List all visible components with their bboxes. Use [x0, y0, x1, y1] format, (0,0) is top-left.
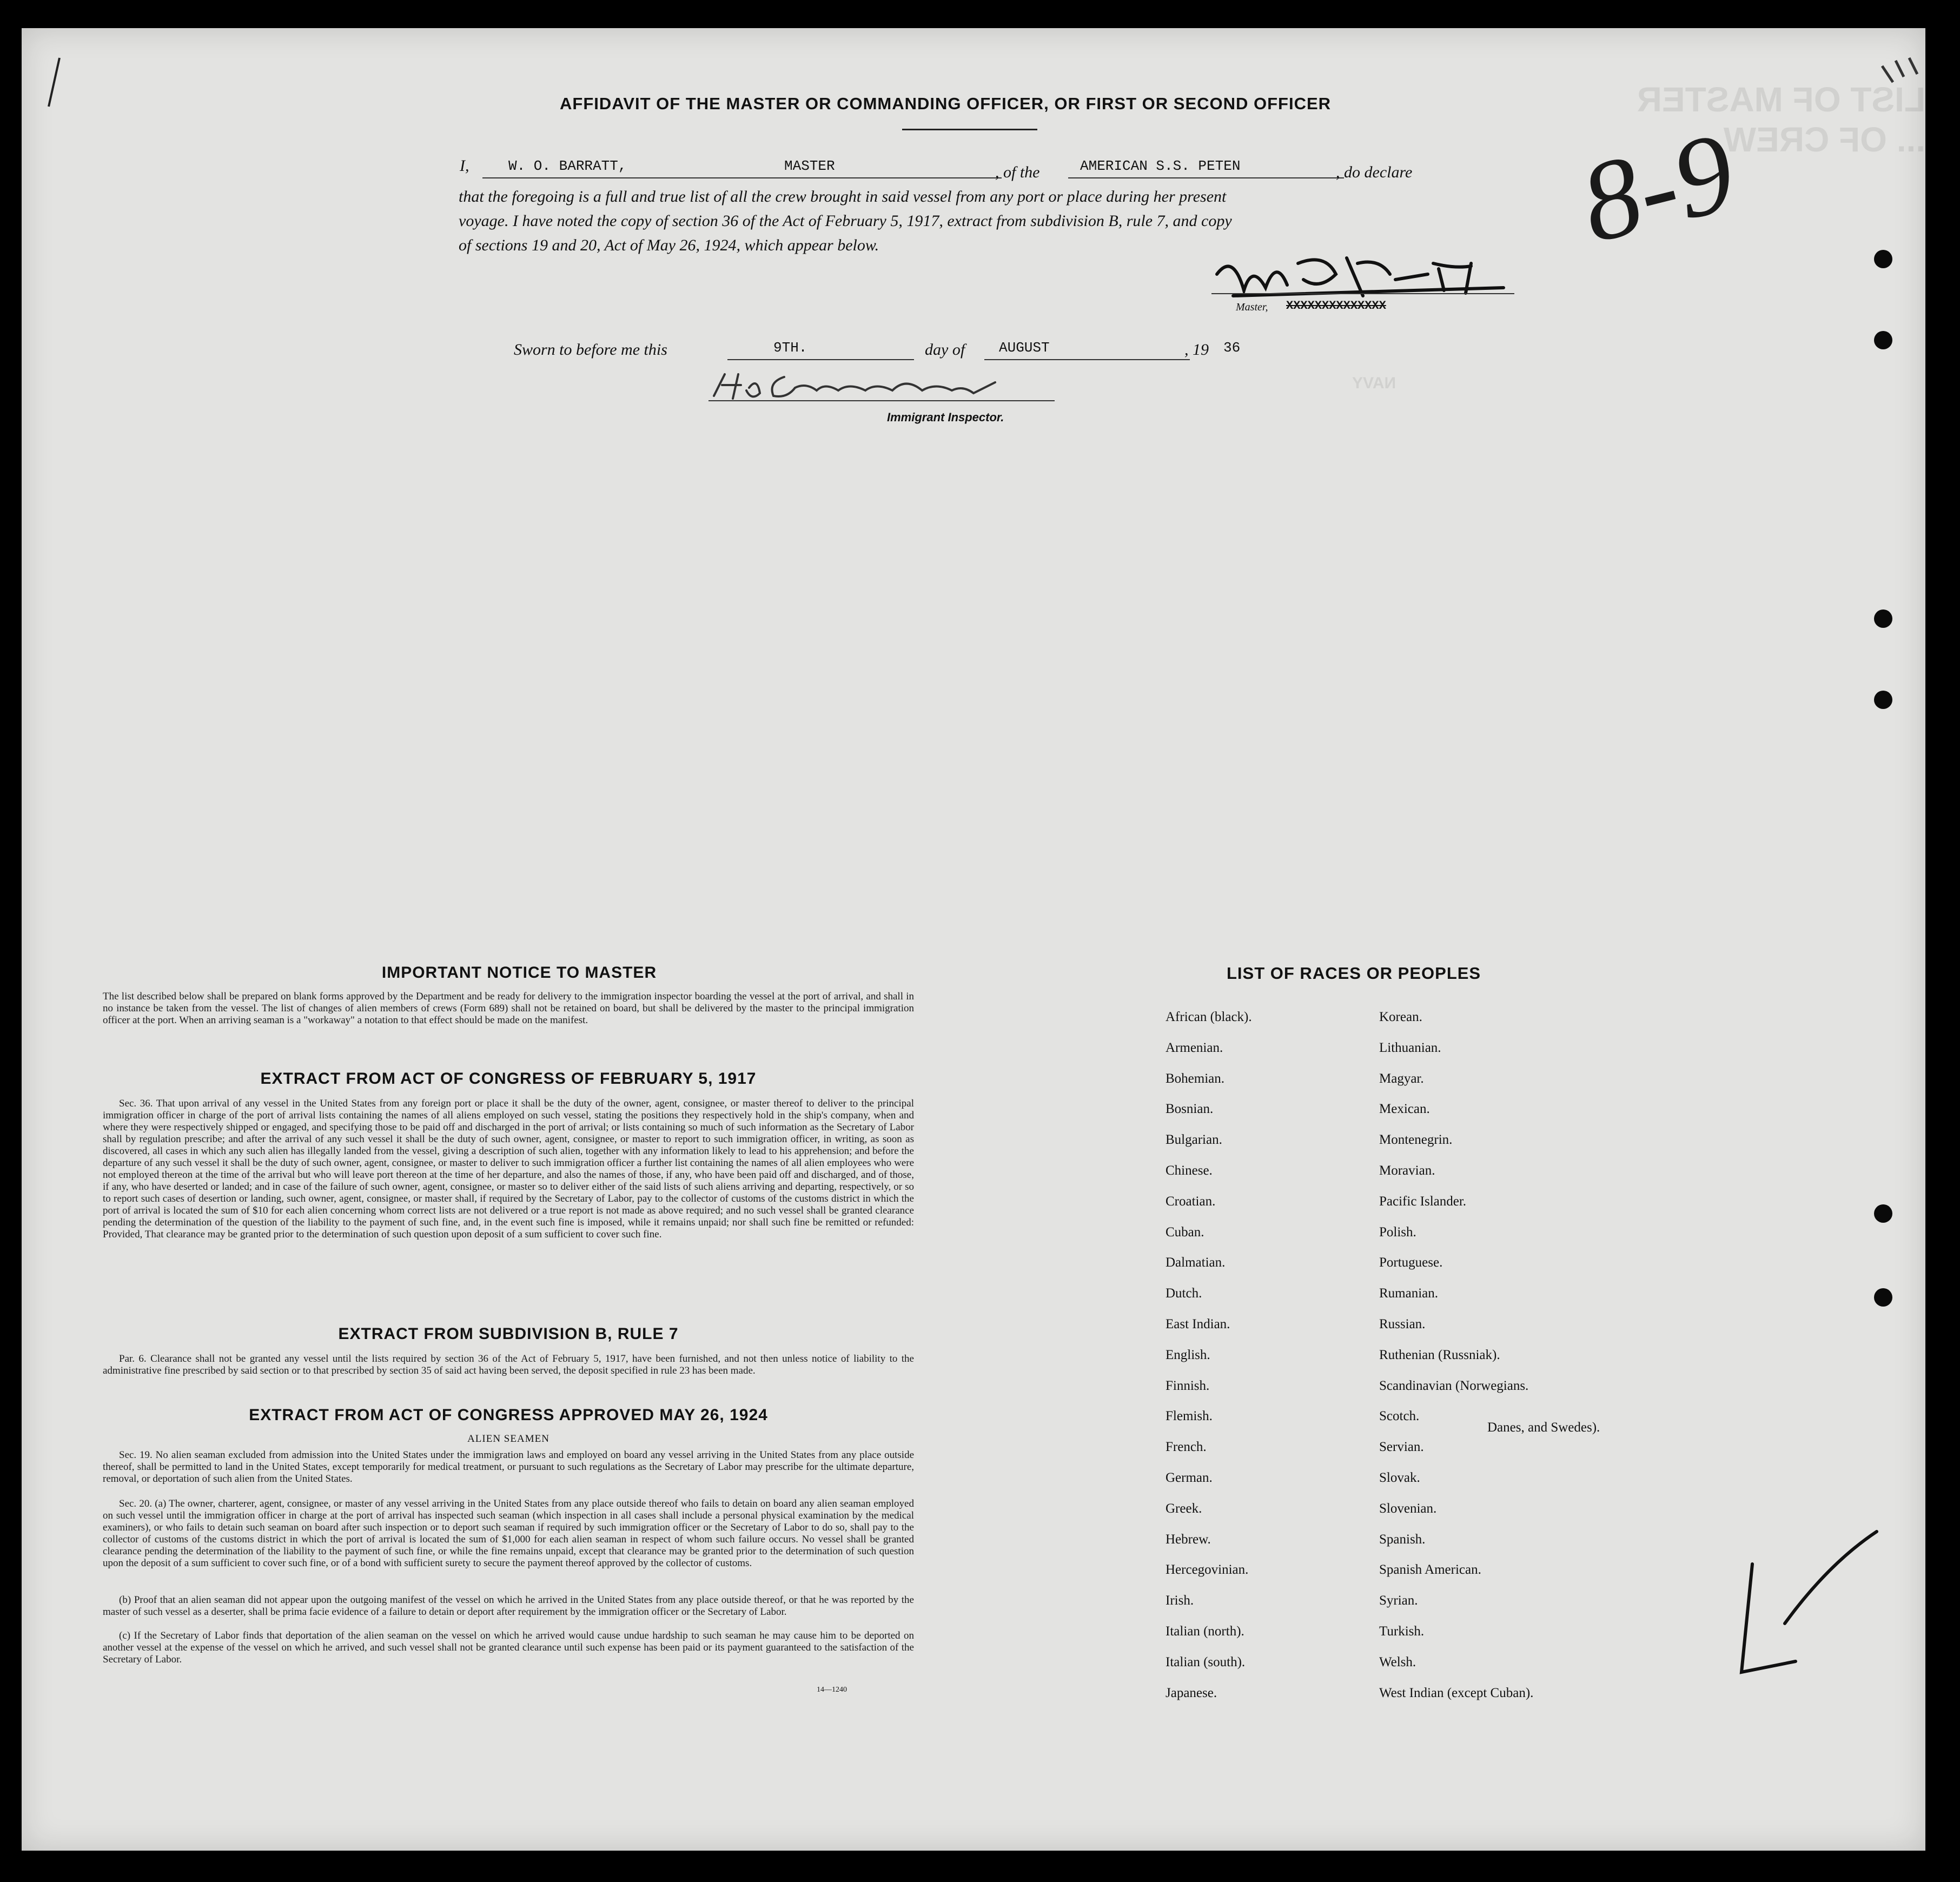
notice-body: The list described below shall be prepared on blank forms approved by the Department and be ready for delivery to the immigration inspector boarding the vessel at the port of arrival, and shall in no instance be taken from the vessel. The list of changes of alien members of crews (Form 689) shall not be retained on board, but shall be delivered by the master to the principal immigration officer at the port. When an arriving seaman is a "workaway" a notation to that effect should be made on the manifest.: [103, 991, 914, 1026]
race-item: Scandinavian (Norwegians.: [1379, 1378, 1529, 1393]
race-item: Montenegrin.: [1379, 1132, 1453, 1148]
handwritten-page-number: 8-9: [1568, 108, 1746, 267]
sec-20a-body: Sec. 20. (a) The owner, charterer, agent, consignee, or master of any vessel arriving in the United States from any place outside thereof who fails to detain on board any alien seaman employed on such vessel until the immigration officer in charge at the port of arrival has inspected such seaman (which inspection in all cases shall include a personal physical examination by the medical examiners), or who fails to detain such seaman on board after such inspection or to deport such seaman if required by such immigration officer or the Secretary of Labor to do so, shall pay to the collector of customs of the customs district in which the port of arrival is located the sum of $1,000 for each alien seaman in respect of whom such failure occurs. No vessel shall be granted clearance pending the determination of the liability to the payment of such fine, or while the fine remains unpaid, except that clearance may be granted prior to the determination of such question upon the deposit of a sum sufficient to cover such fine, or of a bond with sufficient surety to secure the payment thereof approved by the collector of customs.: [103, 1498, 914, 1569]
race-item: Syrian.: [1379, 1593, 1418, 1608]
race-item: Pacific Islander.: [1379, 1194, 1467, 1209]
race-item: Slovenian.: [1379, 1501, 1437, 1516]
race-item: Portuguese.: [1379, 1255, 1443, 1270]
inspector-line: [708, 400, 1055, 401]
name-underline: [482, 177, 1002, 178]
master-rank: MASTER: [784, 158, 835, 174]
race-item: Hercegovinian.: [1166, 1562, 1249, 1578]
title-divider: [902, 129, 1037, 130]
race-item: Finnish.: [1166, 1378, 1210, 1393]
race-item: Turkish.: [1379, 1624, 1425, 1639]
race-item: East Indian.: [1166, 1317, 1230, 1331]
race-item: Croatian.: [1166, 1194, 1216, 1209]
race-item: Scotch.: [1379, 1409, 1420, 1424]
race-item: Welsh.: [1379, 1654, 1416, 1669]
punch-hole: [1874, 1288, 1892, 1307]
race-item: Russian.: [1379, 1317, 1426, 1331]
corner-marks: [1871, 44, 1925, 104]
race-continuation: Danes, and Swedes).: [1487, 1420, 1600, 1435]
pencil-mark: [38, 52, 81, 117]
race-item: Flemish.: [1166, 1409, 1213, 1424]
race-item: Bohemian.: [1166, 1071, 1225, 1086]
document-sheet: [22, 28, 1925, 1851]
punch-hole: [1874, 250, 1892, 268]
master-name: W. O. BARRATT,: [508, 158, 627, 174]
vessel-name: AMERICAN S.S. PETEN: [1080, 158, 1241, 174]
affidavit-i-prefix: I,: [460, 157, 469, 175]
race-item: Bulgarian.: [1166, 1132, 1222, 1148]
race-item: Rumanian.: [1379, 1286, 1439, 1301]
race-item: Bosnian.: [1166, 1102, 1214, 1117]
month-underline: [984, 359, 1190, 360]
race-item: German.: [1166, 1470, 1213, 1485]
sworn-prefix: Sworn to before me this: [514, 341, 667, 359]
race-item: Irish.: [1166, 1593, 1194, 1608]
bleed-through-text: NAVY: [1352, 374, 1396, 392]
affidavit-line-3: voyage. I have noted the copy of section 36 of the Act of February 5, 1917, extract from subdivision B, rule 7, and copy: [459, 212, 1232, 230]
race-item: Servian.: [1379, 1440, 1424, 1455]
notice-title: IMPORTANT NOTICE TO MASTER: [381, 964, 657, 982]
of-the-label: , of the: [995, 163, 1040, 181]
affidavit-title: AFFIDAVIT OF THE MASTER OR COMMANDING OFFICER, OR FIRST OR SECOND OFFICER: [560, 94, 1332, 113]
struck-out-title: XXXXXXXXXXXXXX: [1286, 299, 1386, 313]
race-item: Spanish.: [1379, 1532, 1426, 1547]
sec-20c-body: (c) If the Secretary of Labor finds that deportation of the alien seaman on the vessel on which he arrived would cause undue hardship to such seaman he may cause him to be deported on another vessel at the expense of the vessel on which he arrived, and such vessel shall not be granted clearance until such expense has been paid or its payment guaranteed to the satisfaction of the Secretary of Labor.: [103, 1630, 914, 1665]
race-item: Slovak.: [1379, 1470, 1420, 1485]
year-prefix: , 19: [1184, 341, 1209, 359]
race-item: Cuban.: [1166, 1224, 1204, 1240]
race-item: Ruthenian (Russniak).: [1379, 1347, 1500, 1362]
inspector-caption: Immigrant Inspector.: [887, 410, 1004, 424]
sec-36-text: That upon arrival of any vessel in the United States from any foreign port or place it shall be the duty of the owner, agent, consignee, or master thereof to deliver to the principal immigration officer in charge of the port of arrival lists containing the names of all aliens employed on such vessel, stating the positions they respectively hold in the ship's company, when and where they were respectively shipped or engaged, and specifying those to be paid off and discharged in the port of arrival; or lists containing so much of such information as the Secretary of Labor shall by regulation prescribe; and after the arrival of any such vessel it shall be the duty of such owner, agent, consignee, or master to report to such immigration officer, in writing, as soon as discovered, all cases in which any such alien has illegally landed from the vessel, giving a description of such alien, together with any information likely to lead to his apprehension; and before the departure of any such vessel it shall be the duty of such owner, agent, consignee, or master to deliver to such immigration officer a further list containing the names of all alien employees who were not employed thereon at the time of the arrival but who will leave port thereon at the time of her departure, and also the names of those, if any, who have been paid off and discharged, and of those, if any, who have deserted or landed; and in case of the failure of such owner, agent, consignee, or master so to deliver either of the said lists of such aliens arriving and departing, respectively, or so to report such cases of desertion or landing, such owner, agent, consignee, or master shall, if required by the Secretary of Labor, pay to the collector of customs of the customs district in which the port of arrival is located the sum of $10 for each alien concerning whom correct lists are not delivered or a true report is not made as above required; and no such vessel shall be granted clearance pending the determination of the question of the liability to the payment of such fine, and, in the event such fine is imposed, while it remains unpaid; nor shall such fine be remitted or refunded: Provided, That clearance may be granted prior to the determination of such question upon deposit of a sum sufficient to cover such fine.: [103, 1098, 914, 1240]
race-item: West Indian (except Cuban).: [1379, 1685, 1534, 1700]
bleed-through-text: LIST OF MASTER ... OF CREW: [1637, 80, 1925, 159]
punch-hole: [1874, 331, 1892, 349]
race-item: Korean.: [1379, 1010, 1422, 1024]
extract-1917-title: EXTRACT FROM ACT OF CONGRESS OF FEBRUARY 5, 1917: [260, 1070, 757, 1088]
inspector-signature: [708, 366, 1087, 404]
races-title: LIST OF RACES OR PEOPLES: [1227, 964, 1481, 983]
form-number: 14—1240: [817, 1686, 847, 1694]
check-mark: [1720, 1499, 1882, 1705]
race-item: Chinese.: [1166, 1163, 1213, 1178]
extract-1924-title: EXTRACT FROM ACT OF CONGRESS APPROVED MAY 26, 1924: [249, 1406, 768, 1424]
race-item: Spanish American.: [1379, 1562, 1481, 1578]
extract-1917-body: [103, 1098, 914, 1241]
race-item: English.: [1166, 1347, 1210, 1362]
race-item: Japanese.: [1166, 1685, 1217, 1700]
signature-caption: Master,: [1236, 301, 1268, 313]
alien-seamen-subtitle: ALIEN SEAMEN: [467, 1433, 549, 1444]
race-item: Italian (north).: [1166, 1624, 1244, 1639]
vessel-underline: [1068, 177, 1344, 178]
day-of-label: day of: [925, 341, 965, 359]
race-item: Dutch.: [1166, 1286, 1202, 1301]
race-item: Armenian.: [1166, 1040, 1223, 1055]
punch-hole: [1874, 691, 1892, 709]
do-declare-label: , do declare: [1336, 163, 1413, 181]
sec-20b-body: (b) Proof that an alien seaman did not appear upon the outgoing manifest of the vessel on which he arrived in the United States from any place outside thereof, or that he was reported by the master of such vessel as a deserter, shall be prima facie evidence of a failure to detain or deport after requirement by the immigration officer or the Secretary of Labor.: [103, 1594, 914, 1618]
sec-19-body: Sec. 19. No alien seaman excluded from admission into the United States under the immigration laws and employed on board any vessel arriving in the United States from any place outside thereof, shall be permitted to land in the United States, except temporarily for medical treatment, or pursuant to such regulations as the Secretary of Labor may prescribe for the ultimate departure, removal, or deportation of such alien from the United States.: [103, 1449, 914, 1485]
day-underline: [727, 359, 914, 360]
rule-7-body: Par. 6. Clearance shall not be granted any vessel until the lists required by section 36 of the Act of February 5, 1917, have been furnished, and not then unless notice of liability to the administrative fine prescribed by said section or to that prescribed by section 35 of said act having been served, the deposit specified in rule 23 has been made.: [103, 1353, 914, 1376]
race-item: Hebrew.: [1166, 1532, 1211, 1547]
affidavit-line-2: that the foregoing is a full and true list of all the crew brought in said vessel from any port or place during her present: [459, 188, 1227, 206]
sworn-day: 9TH.: [773, 340, 807, 356]
race-item: Italian (south).: [1166, 1654, 1246, 1669]
race-item: Magyar.: [1379, 1071, 1424, 1086]
sworn-month: AUGUST: [999, 340, 1050, 356]
rule-7-title: EXTRACT FROM SUBDIVISION B, RULE 7: [338, 1325, 679, 1343]
sec-36-label: Sec. 36.: [119, 1098, 153, 1109]
race-item: Lithuanian.: [1379, 1040, 1441, 1055]
punch-hole: [1874, 609, 1892, 628]
race-item: Dalmatian.: [1166, 1255, 1226, 1270]
race-item: Mexican.: [1379, 1102, 1430, 1117]
race-item: Polish.: [1379, 1224, 1416, 1240]
signature-line: [1211, 293, 1514, 294]
race-item: African (black).: [1166, 1010, 1252, 1024]
punch-hole: [1874, 1204, 1892, 1223]
race-item: Moravian.: [1379, 1163, 1435, 1178]
affidavit-line-4: of sections 19 and 20, Act of May 26, 1924, which appear below.: [459, 236, 879, 254]
sworn-year: 36: [1223, 340, 1241, 356]
race-item: Greek.: [1166, 1501, 1202, 1516]
race-item: French.: [1166, 1440, 1207, 1455]
